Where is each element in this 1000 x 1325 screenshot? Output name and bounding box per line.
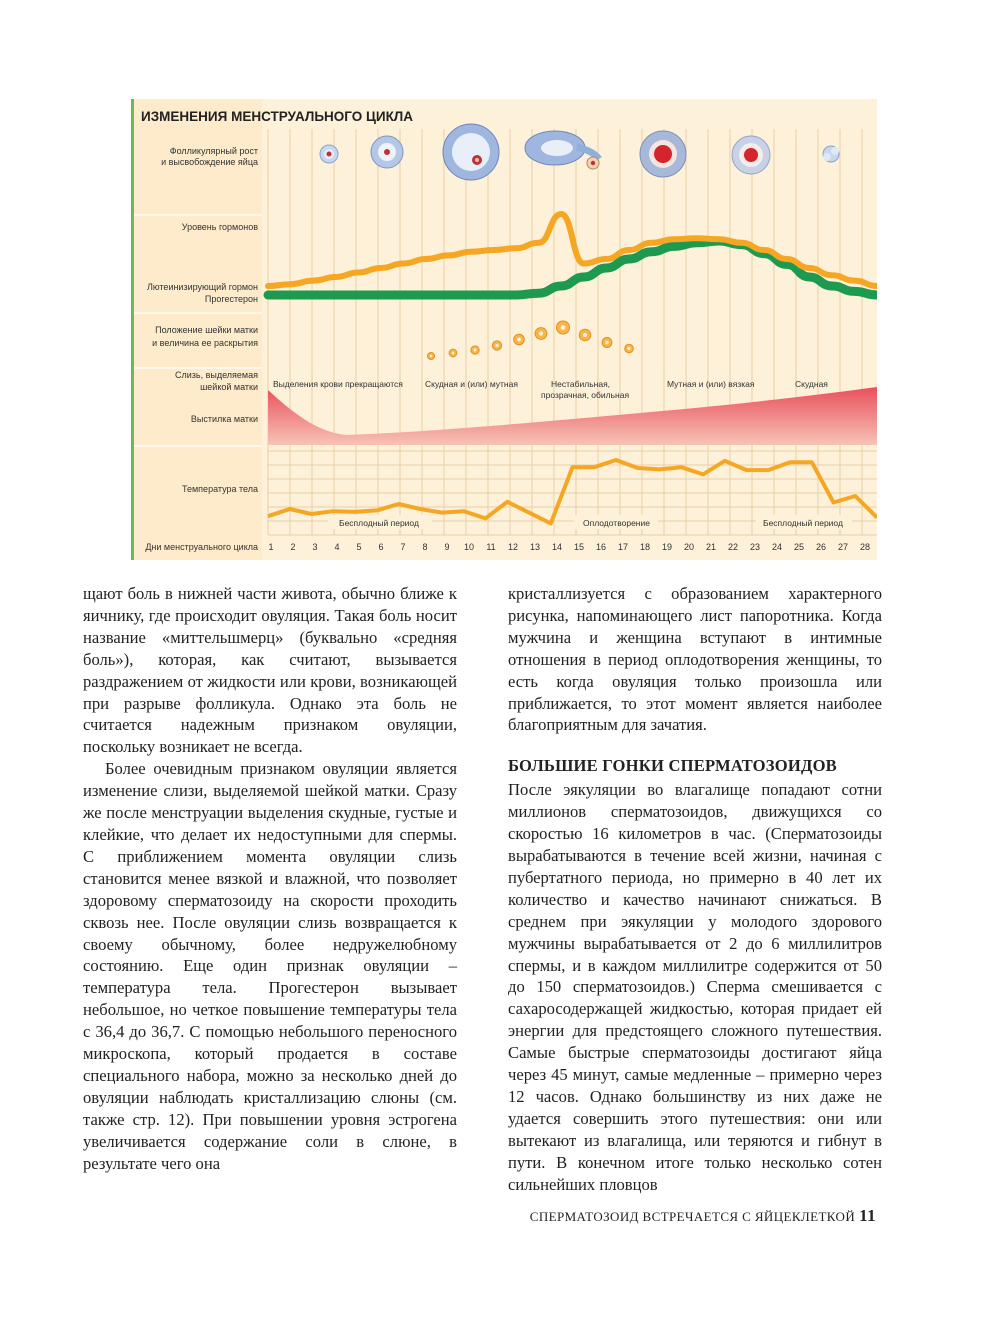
day-label: 2	[290, 542, 296, 552]
day-label: 10	[463, 542, 475, 552]
mucus-label-unstable-2: прозрачная, обильная	[541, 390, 630, 400]
day-label: 22	[727, 542, 739, 552]
day-label: 23	[749, 542, 761, 552]
day-label: 9	[444, 542, 450, 552]
cervix-opening	[430, 355, 432, 357]
row-label-days: Дни менструального цикла	[145, 542, 258, 552]
day-label: 12	[507, 542, 519, 552]
paragraph: Более очевидным признаком овуляции является изменение слизи, выделяемой шейкой матки. Сразу же после менструации выделения скудные, густые и клейкие, что делает их недоступными для спермы. С приближением момента овуляции слизь становится менее вязкой и влажной, что позволяет здоровому сперматозоиду на скорости проходить сквозь нее. После овуляции слизь возвращается к своему обычному, более недружелюбному состоянию. Еще один признак овуляции – температура тела. Прогестерон вызывает небольшое, но четкое повышение температуры тела с 36,4 до 36,7. С помощью небольшого переносного микроскопа, который продается в составе специального набора, можно за несколько дней до овуляции наблюдать кристаллизацию слюны (см. также стр. 12). При повышении уровня эстрогена увеличивается содержание соли в слюне, в результате чего она	[83, 759, 457, 1173]
follicle-icon-1	[320, 145, 338, 163]
day-label: 11	[486, 542, 496, 552]
day-label: 27	[837, 542, 849, 552]
day-label: 4	[334, 542, 340, 552]
fertility-label-fertilization: Оплодотворение	[583, 518, 650, 528]
row-label-mucus-1: Слизь, выделяемая	[175, 370, 258, 380]
day-label: 21	[705, 542, 717, 552]
day-label: 18	[639, 542, 651, 552]
day-label: 16	[595, 542, 607, 552]
cervix-opening	[517, 338, 521, 342]
day-label: 20	[683, 542, 695, 552]
cervix-opening	[583, 333, 587, 337]
row-label-lh: Лютеинизирующий гормон	[146, 282, 258, 292]
mucus-label-unstable-1: Нестабильная,	[551, 379, 611, 389]
day-label: 24	[771, 542, 783, 552]
day-label: 8	[422, 542, 428, 552]
day-label: 19	[661, 542, 673, 552]
row-label-hormone-level: Уровень гормонов	[181, 222, 258, 232]
cervix-opening	[539, 331, 543, 335]
day-label: 5	[356, 542, 362, 552]
menstrual-cycle-figure	[131, 99, 877, 560]
corpus-luteum-icon-2	[732, 136, 770, 174]
row-label-cervix-1: Положение шейки матки	[155, 325, 258, 335]
running-title: СПЕРМАТОЗОИД ВСТРЕЧАЕТСЯ С ЯЙЦЕКЛЕТКОЙ	[529, 1209, 856, 1224]
row-label-lining: Выстилка матки	[190, 414, 258, 424]
text-column-right	[508, 583, 882, 1195]
day-label: 1	[268, 542, 274, 552]
day-label: 28	[859, 542, 871, 552]
page-footer	[530, 1206, 876, 1226]
cervix-opening	[605, 341, 608, 344]
mucus-label-cloudy-viscous: Мутная и (или) вязкая	[667, 379, 755, 389]
mucus-label-scant: Скудная	[795, 379, 828, 389]
corpus-albicans-icon	[823, 146, 839, 162]
cervix-opening	[495, 344, 498, 347]
paragraph: щают боль в нижней части живота, обычно ближе к яичнику, где происходит овуляция. Такая боль носит название «миттельшмерц» (буквально «средняя боль»), которая, как считают, вызывается раздражением от жидкости или крови, возникающей при разрыве фолликула. Однако эта боль не считается надежным признаком овуляции, поскольку возникает не всегда.	[83, 584, 457, 757]
day-label: 26	[815, 542, 827, 552]
mucus-label-scant-cloudy: Скудная и (или) мутная	[425, 379, 518, 389]
row-label-mucus-2: шейкой матки	[200, 382, 258, 392]
row-label-follicular-1: Фолликулярный рост	[169, 146, 258, 156]
paragraph: После эякуляции во влагалище попадают сотни миллионов сперматозоидов, движущихся со скоростью 16 километров в час. (Сперматозоиды вырабатываются в течение всей жизни, начиная с пубертатного периода, но примерно в 40 лет их количество и качество начинают снижаться. В среднем при эякуляции у молодого здорового мужчины вырабатывается от 2 до 6 миллилитров спермы, и в каждом миллилитре содержится от 50 до 150 сперматозоидов.) Сперма смешивается с сахаросодержащей жидкостью, которая придает ей энергии для предстоящего сложного путешествия. Самые быстрые сперматозоиды достигают яйца через 45 минут, самые медленные – примерно через 12 часов. Однако большинству из них даже не удается совершить этого путешествия: они или вытекают из влагалища, или теряются и гибнут в пути. В конечном итоге только несколько сотен сильнейших пловцов	[508, 780, 882, 1194]
fertility-label-infertile-1: Бесплодный период	[339, 518, 419, 528]
follicle-icon-2	[371, 136, 403, 168]
page-number: 11	[859, 1206, 876, 1225]
mucus-label-bleeding-stops: Выделения крови прекращаются	[273, 379, 403, 389]
cervix-opening	[474, 349, 477, 352]
paragraph: кристаллизуется с образованием характерного рисунка, напоминающего лист папоротника. Когда мужчина и женщина вступают в интимные отношения в период оплодотворения женщины, то есть когда овуляция только произошла или приближается, то этот момент является наиболее благоприятным для зачатия.	[508, 584, 882, 735]
day-label: 7	[400, 542, 406, 552]
follicle-icon-3	[443, 124, 499, 180]
cervix-opening	[627, 347, 630, 350]
figure-title: ИЗМЕНЕНИЯ МЕНСТРУАЛЬНОГО ЦИКЛА	[141, 109, 414, 124]
row-label-cervix-2: и величина ее раскрытия	[152, 338, 258, 348]
day-label: 25	[793, 542, 805, 552]
day-label: 17	[617, 542, 629, 552]
row-label-progesterone: Прогестерон	[204, 294, 258, 304]
text-column-left	[83, 583, 457, 1174]
row-label-temperature: Температура тела	[182, 484, 258, 494]
cervix-opening	[561, 325, 566, 330]
day-label: 6	[378, 542, 384, 552]
corpus-luteum-icon-1	[640, 131, 686, 177]
cervix-opening	[452, 352, 455, 355]
day-label: 3	[312, 542, 318, 552]
fertility-label-infertile-2: Бесплодный период	[763, 518, 843, 528]
day-label: 13	[529, 542, 541, 552]
day-label: 15	[573, 542, 585, 552]
section-heading: БОЛЬШИЕ ГОНКИ СПЕРМАТОЗОИДОВ	[508, 756, 837, 776]
day-label: 14	[551, 542, 563, 552]
row-label-follicular-2: и высвобождение яйца	[161, 157, 258, 167]
